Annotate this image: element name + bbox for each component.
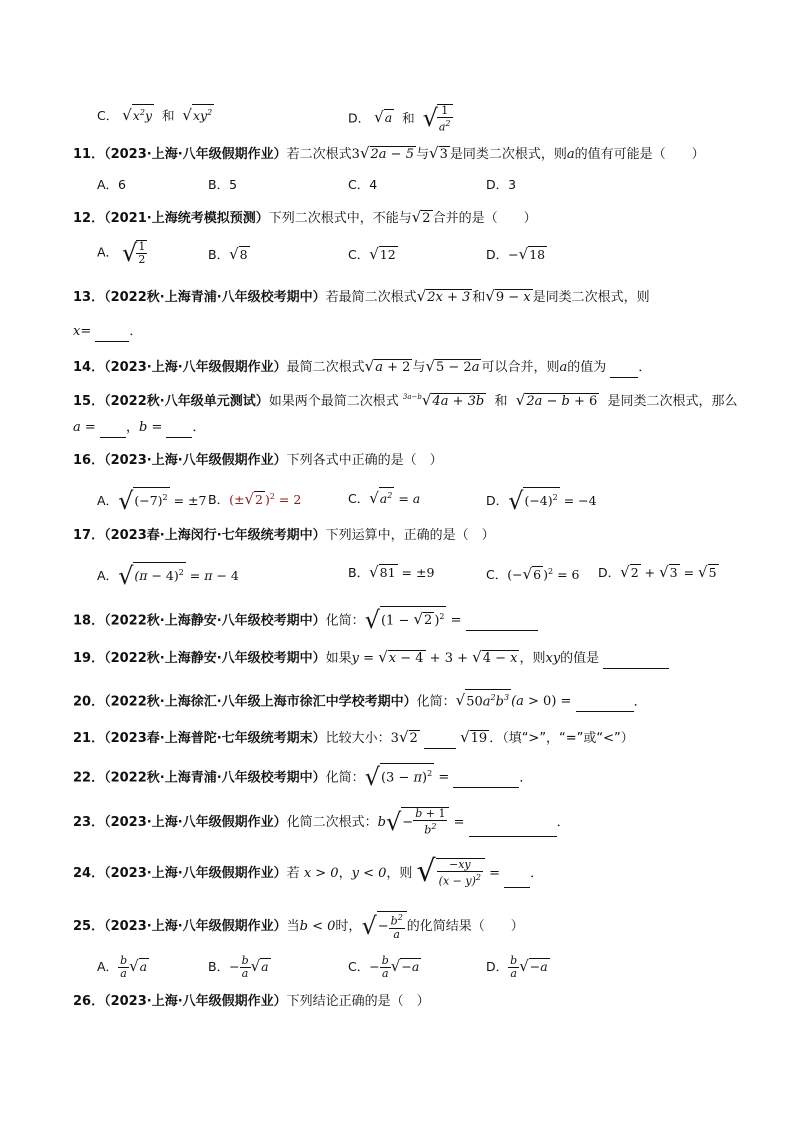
question-source: （2022秋·上海青浦·八年级校考期中）	[104, 290, 326, 305]
question-number: 20．	[73, 694, 105, 710]
q12-option-a: A． √ $\frac{1}{2}$	[97, 238, 146, 267]
question-text: ．	[638, 360, 652, 375]
question-text: 与	[412, 360, 426, 375]
math-var: a	[566, 147, 575, 162]
question-number: 17．	[73, 528, 105, 543]
question-17	[73, 526, 754, 546]
question-text: 下列运算中，正确的是（ ）	[325, 528, 495, 543]
option-label: D．	[348, 110, 371, 126]
question-11: 11．（2023·上海·八年级假期作业）若二次根式3√2a − 5 与√3 是同类二次根式，则a的值有可能是（ ）	[73, 144, 705, 162]
question-source: （2022秋·上海徐汇·八年级上海市徐汇中学校考期中）	[104, 694, 417, 710]
question-text: 和	[472, 290, 486, 305]
question-number: 12．	[73, 211, 105, 226]
q11-option-c: C．4	[348, 177, 378, 192]
answer-blank[interactable]	[453, 773, 519, 788]
question-number: 24．	[73, 865, 105, 881]
question-source: （2022秋·上海青浦·八年级校考期中）	[104, 770, 326, 786]
question-number: 18．	[73, 613, 105, 629]
q25-option-c: C．− $\frac{b}{a}$ √−a	[348, 954, 420, 980]
q17-option-a: A．$√(\pi - 4)^2 = \pi - 4$	[97, 562, 239, 591]
question-source: （2023春·上海闵行·七年级统考期中）	[104, 528, 326, 543]
question-text: 如果	[325, 651, 352, 666]
option-label: D．	[486, 247, 509, 262]
question-number: 15．	[73, 394, 105, 409]
question-text: 的值是	[560, 651, 600, 666]
question-13: 13．（2022秋·上海青浦·八年级校考期中）若最简二次根式√2x + 3 和√9 − x 是同类二次根式，则	[73, 287, 650, 305]
question-text: 合并的是（ ）	[432, 211, 537, 226]
option-label: C．	[97, 108, 119, 124]
math-var: x	[73, 324, 81, 339]
question-text: 比较大小：	[325, 731, 391, 746]
q11-option-d: D．3	[486, 177, 517, 192]
question-text: ．	[129, 324, 143, 339]
q10-option-c: C． $√x^2y$ 和 $√xy^2$	[97, 104, 214, 126]
option-label: D．	[486, 493, 509, 509]
answer-blank[interactable]	[466, 616, 538, 631]
question-text: ．	[530, 865, 544, 881]
question-12: 12．（2021·上海统考模拟预测）下列二次根式中，不能与√2 合并的是（ ）	[73, 208, 537, 226]
answer-blank-b[interactable]	[166, 423, 192, 438]
answer-blank[interactable]	[95, 327, 129, 342]
question-source: （2023·上海·八年级假期作业）	[104, 147, 287, 162]
q17-option-b: B．√81 = ±9	[348, 563, 435, 581]
question-text: ，	[338, 865, 352, 881]
question-number: 19．	[73, 651, 105, 666]
condition-y: y < 0	[351, 865, 387, 881]
question-number: 26．	[73, 994, 105, 1009]
option-label: A．	[97, 959, 119, 974]
question-text: 若	[286, 865, 300, 881]
question-text: 的化简结果（ ）	[406, 918, 524, 934]
question-number: 25．	[73, 918, 105, 934]
answer-blank[interactable]	[469, 822, 557, 837]
q17-option-c: C．(−√6 )$^2$ = 6	[486, 565, 580, 584]
condition-b: b < 0	[299, 918, 336, 934]
question-24: 24．（2023·上海·八年级假期作业）若 x > 0，y < 0，则 √ $\frac{-xy}{(x - y)^2}$ = ．	[73, 853, 544, 889]
question-text: 是同类二次根式，则	[532, 290, 650, 305]
q11-option-a: A．6	[97, 177, 127, 192]
option-label: B．	[208, 247, 230, 262]
question-21: 21．（2023春·上海普陀·七年级统考期末）比较大小：3√2 √19 ．（填“>”，“=”或“<”）	[73, 727, 754, 749]
question-text: ．（填“>”，“=”或“<”）	[489, 731, 634, 746]
question-text: 时，	[335, 918, 362, 934]
question-text: ．	[192, 420, 206, 435]
question-text: ．	[633, 694, 647, 710]
option-label: D．	[486, 959, 509, 974]
question-15: 15．（2022秋·八年级单元测试）如果两个最简二次根式 $^{3a-b}$√4a + 3b 和 √2a − b + 6 是同类二次根式，那么	[73, 391, 738, 409]
question-source: （2023·上海·八年级假期作业）	[104, 814, 287, 830]
q16-option-b: B．(±√2 )$^2$ = 2	[208, 490, 302, 509]
question-number: 21．	[73, 731, 105, 746]
option-label: B．	[208, 492, 230, 508]
question-text: 化简：	[325, 613, 365, 629]
question-source: （2023春·上海普陀·七年级统考期末）	[104, 731, 326, 746]
question-source: （2023·上海·八年级假期作业）	[104, 360, 287, 375]
question-text: 是同类二次根式，则	[449, 147, 567, 162]
question-text: 如果两个最简二次根式	[268, 394, 399, 409]
question-14: 14．（2023·上海·八年级假期作业）最简二次根式√a + 2 与√5 − 2a 可以合并，则a的值为 ．	[73, 356, 754, 378]
question-number: 13．	[73, 290, 105, 305]
question-number: 16．	[73, 453, 105, 468]
question-number: 23．	[73, 814, 105, 830]
answer-blank[interactable]	[610, 363, 638, 378]
question-text: ．	[519, 770, 533, 786]
equals-sign: =	[151, 420, 163, 435]
q25-option-b: B．− $\frac{b}{a}$ √a	[208, 954, 269, 980]
equals-sign: =	[80, 324, 92, 339]
question-text: 下列结论正确的是（ ）	[286, 994, 430, 1009]
question-text: 化简：	[416, 694, 456, 710]
question-text: 是同类二次根式，那么	[607, 394, 738, 409]
q10-option-d: D． √a 和 √ $\frac{1}{a^2}$	[348, 104, 451, 134]
question-text: 最简二次根式	[286, 360, 365, 375]
question-source: （2022秋·八年级单元测试）	[104, 394, 269, 409]
option-label: A．	[97, 568, 119, 584]
question-15-line-2	[73, 418, 754, 438]
q11-option-b: B．5	[208, 177, 238, 192]
question-number: 11．	[73, 147, 105, 162]
answer-blank-a[interactable]	[100, 423, 126, 438]
option-label: A．	[97, 493, 119, 509]
answer-blank[interactable]	[603, 654, 669, 669]
option-label: B．	[208, 959, 230, 974]
option-label: C．	[348, 491, 370, 507]
option-label: C．	[486, 567, 508, 583]
question-text: 与	[415, 147, 429, 162]
option-label: B．	[348, 565, 370, 580]
and-word: 和	[402, 110, 415, 126]
q12-option-b: B．√8	[208, 245, 248, 263]
q25-option-d: D． $\frac{b}{a}$ √−a	[486, 954, 548, 980]
question-text: 的值为	[567, 360, 607, 375]
condition-x: x > 0	[303, 865, 339, 881]
question-text: ，则	[519, 651, 546, 666]
question-source: （2023·上海·八年级假期作业）	[104, 994, 287, 1009]
question-number: 22．	[73, 770, 105, 786]
q12-option-c: C．√12	[348, 245, 396, 263]
question-20: 20．（2022秋·上海徐汇·八年级上海市徐汇中学校考期中）化简：$√50a^2b^3$ (a > 0) = ．	[73, 689, 754, 712]
question-text: 和	[494, 394, 508, 409]
q16-option-c: C．$√a^2 = a$	[348, 487, 420, 509]
question-text: 下列各式中正确的是（ ）	[286, 453, 443, 468]
question-text: 下列二次根式中，不能与	[268, 211, 412, 226]
question-text: 若最简二次根式	[325, 290, 417, 305]
question-source: （2021·上海统考模拟预测）	[104, 211, 269, 226]
question-source: （2022秋·上海静安·八年级校考期中）	[104, 613, 326, 629]
question-text: 化简二次根式：	[286, 814, 378, 830]
question-25: 25．（2023·上海·八年级假期作业）当b < 0时，√− $\frac{b^2}{a}$ 的化简结果（ ）	[73, 911, 524, 941]
question-text: ，则	[386, 865, 413, 881]
question-19: 19．（2022秋·上海静安·八年级校考期中）如果y = √x − 4 + 3 + √4 − x ，则xy的值是	[73, 647, 754, 669]
question-26	[73, 992, 754, 1012]
question-text: 当	[286, 918, 300, 934]
math-var: b	[138, 420, 148, 435]
question-number: 14．	[73, 360, 105, 375]
question-text: ．	[556, 814, 570, 830]
q16-option-a: A．$√(-7)^2 = \pm 7$	[97, 487, 207, 516]
answer-blank[interactable]	[424, 734, 456, 749]
option-label: C．	[348, 247, 370, 262]
option-label: A．	[97, 244, 119, 260]
question-text: 若二次根式	[286, 147, 352, 162]
answer-blank[interactable]	[576, 697, 634, 712]
question-source: （2023·上海·八年级假期作业）	[104, 865, 287, 881]
question-16	[73, 451, 754, 471]
q12-option-d: D．−√18	[486, 245, 546, 263]
q16-option-d: D．$√(-4)^2 = -4$	[486, 487, 597, 516]
question-text: 可以合并，则	[481, 360, 560, 375]
question-text: ，	[125, 420, 139, 435]
answer-blank[interactable]	[504, 873, 530, 888]
question-13-line-2	[73, 322, 754, 342]
question-23: 23．（2023·上海·八年级假期作业）化简二次根式：b√− $\frac{b + 1}{b^2}$ = ．	[73, 807, 570, 837]
question-source: （2023·上海·八年级假期作业）	[104, 918, 287, 934]
question-18: 18．（2022秋·上海静安·八年级校考期中）化简：√(1 − √2 )$^2$ =	[73, 606, 754, 631]
question-22: 22．（2022秋·上海青浦·八年级校考期中）化简：$√(3 - \pi)^2$ = ．	[73, 763, 533, 792]
math-var: a	[73, 420, 81, 435]
q17-option-d: D．√2 + √3 = √5	[598, 563, 717, 581]
q25-option-a: A． $\frac{b}{a}$ √a	[97, 954, 148, 980]
math-var: a	[559, 360, 568, 375]
question-source: （2022秋·上海静安·八年级校考期中）	[104, 651, 326, 666]
question-source: （2023·上海·八年级假期作业）	[104, 453, 287, 468]
and-word: 和	[161, 108, 175, 124]
equals-sign: =	[84, 420, 96, 435]
question-text: 化简：	[325, 770, 365, 786]
option-label: D．	[598, 565, 621, 580]
question-text: 的值有可能是（ ）	[574, 147, 705, 162]
option-label: C．	[348, 959, 370, 974]
